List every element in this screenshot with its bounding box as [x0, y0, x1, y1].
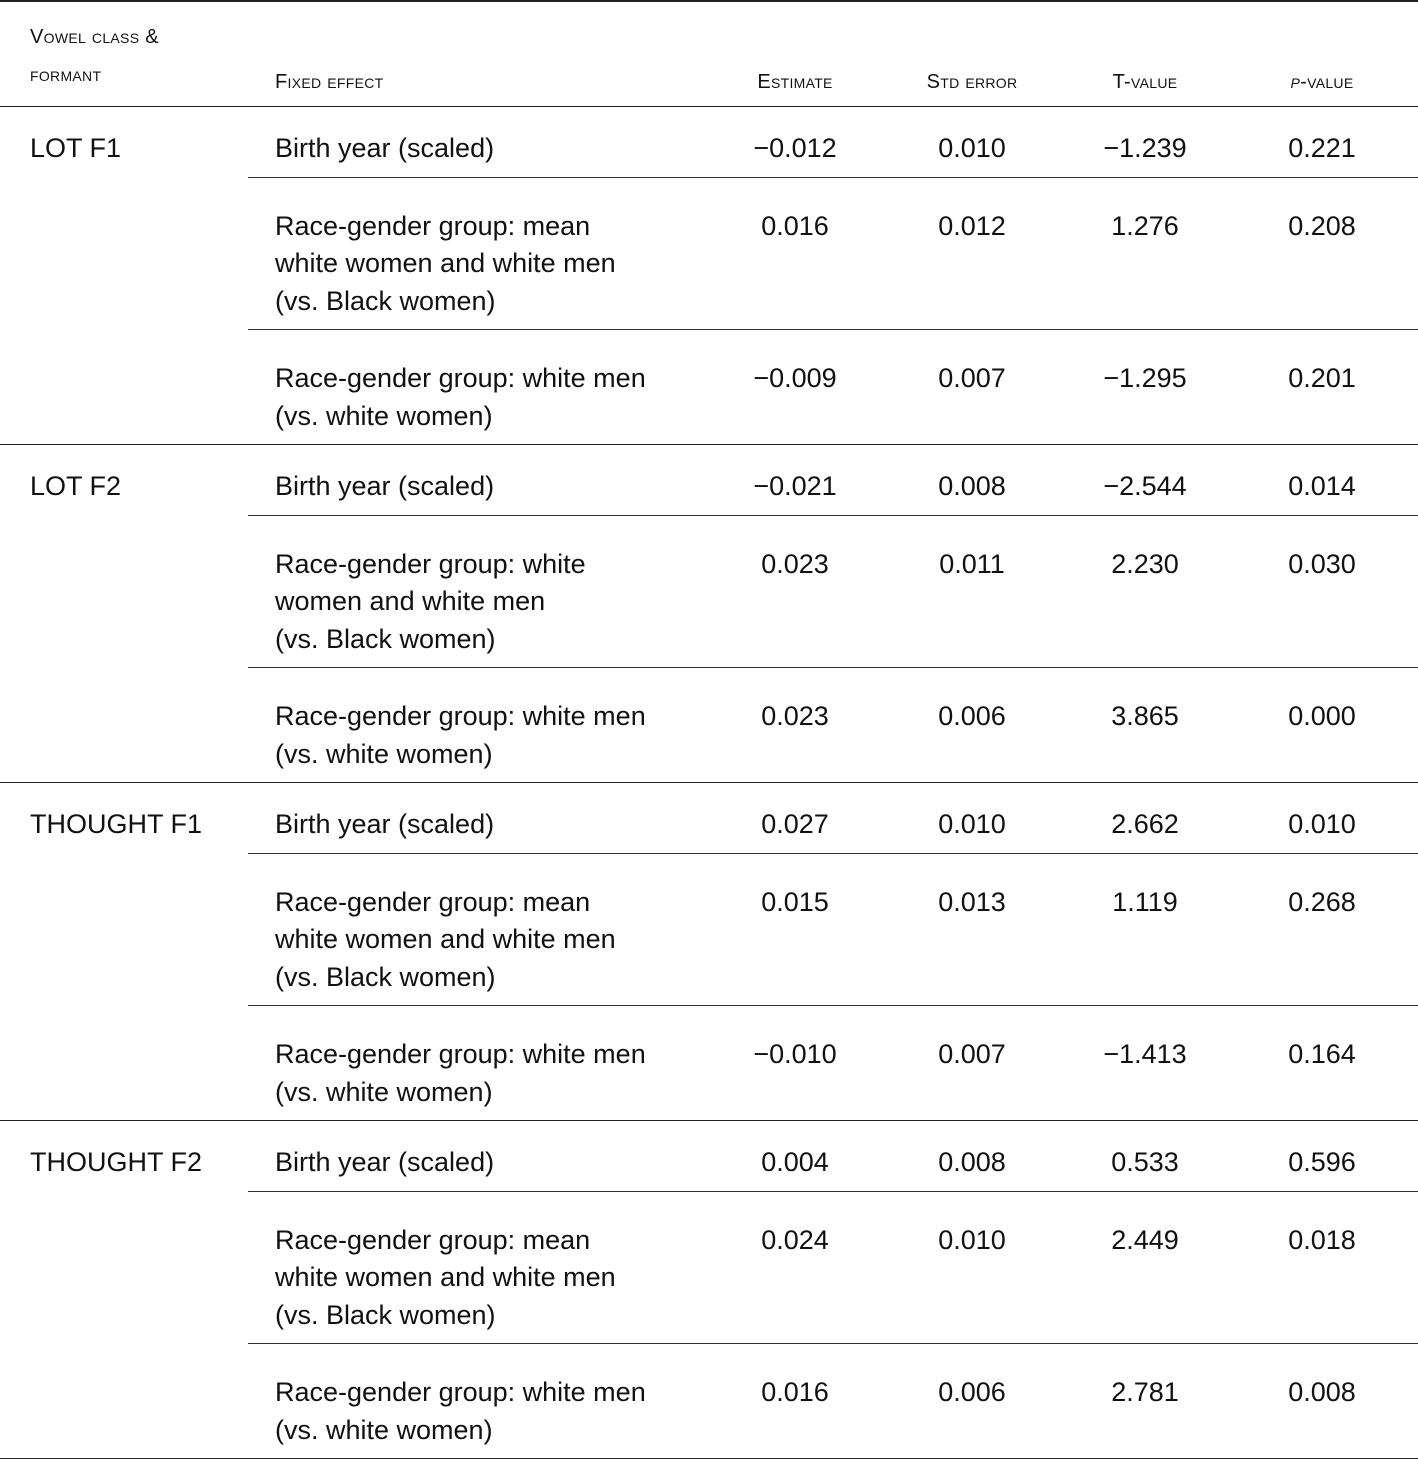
fixed-effect-cell [248, 445, 710, 516]
std-error-cell: 0.011 [880, 515, 1064, 668]
estimate-cell: 0.016 [710, 1344, 880, 1459]
t-value-cell: 0.533 [1064, 1121, 1226, 1192]
fixed-effect-line: white women and white men [275, 924, 616, 954]
fixed-effect-line: Race-gender group: mean [275, 210, 591, 241]
fixed-effect-line: Birth year (scaled) [275, 133, 495, 163]
t-value-cell: −1.413 [1064, 1006, 1226, 1121]
fixed-effect-line: (vs. white women) [275, 1414, 493, 1445]
t-value-cell: −2.544 [1064, 445, 1226, 516]
fixed-effect-line: Race-gender group: mean [275, 1224, 591, 1255]
fixed-effect-line: (vs. white women) [275, 738, 493, 769]
p-value-cell: 0.201 [1226, 330, 1418, 445]
fixed-effect-cell [248, 1344, 710, 1459]
fixed-effect-line: Birth year (scaled) [275, 1147, 495, 1177]
fixed-effect-line: (vs. Black women) [275, 285, 496, 316]
header-row [0, 1, 1418, 107]
fixed-effect-line: white women and white men [275, 248, 616, 278]
fixed-effect-cell [248, 177, 710, 330]
p-value-cell: 0.010 [1226, 783, 1418, 854]
p-value-cell: 0.030 [1226, 515, 1418, 668]
estimate-cell: 0.027 [710, 783, 880, 854]
fixed-effect-cell [248, 330, 710, 445]
t-value-cell: 2.662 [1064, 783, 1226, 854]
vowel-class-formant-cell: LOT F1 [0, 107, 248, 445]
header-p-value-italic: p [1290, 71, 1301, 93]
std-error-cell: 0.010 [880, 783, 1064, 854]
estimate-cell: 0.024 [710, 1191, 880, 1344]
fixed-effect-line: (vs. Black women) [275, 623, 496, 654]
p-value-cell: 0.221 [1226, 107, 1418, 178]
fixed-effect-line: (vs. Black women) [275, 1299, 496, 1330]
std-error-cell: 0.006 [880, 1344, 1064, 1459]
fixed-effect-line: Birth year (scaled) [275, 809, 495, 839]
fixed-effect-cell [248, 668, 710, 783]
estimate-cell: 0.015 [710, 853, 880, 1006]
fixed-effect-line: (vs. Black women) [275, 961, 496, 992]
t-value-cell: −1.239 [1064, 107, 1226, 178]
t-value-cell: 1.276 [1064, 177, 1226, 330]
estimate-cell: 0.004 [710, 1121, 880, 1192]
p-value-cell: 0.268 [1226, 853, 1418, 1006]
fixed-effect-cell [248, 1191, 710, 1344]
table-body [0, 107, 1418, 1459]
table-row [0, 783, 1418, 854]
table-header [0, 1, 1418, 107]
header-vowel-class-formant [0, 1, 248, 107]
header-fixed-effect: Fixed effect [275, 71, 384, 93]
t-value-cell: −1.295 [1064, 330, 1226, 445]
std-error-cell: 0.012 [880, 177, 1064, 330]
table-row [0, 445, 1418, 516]
estimate-cell: −0.012 [710, 107, 880, 178]
t-value-cell: 3.865 [1064, 668, 1226, 783]
t-value-cell: 2.781 [1064, 1344, 1226, 1459]
header-group-line-1: Vowel class & [30, 26, 159, 48]
header-estimate: Estimate [757, 71, 833, 93]
vowel-class-formant-cell: LOT F2 [0, 445, 248, 783]
fixed-effect-line: women and white men [275, 586, 546, 616]
p-value-cell: 0.208 [1226, 177, 1418, 330]
fixed-effect-line: Race-gender group: mean [275, 886, 591, 917]
fixed-effect-line: Race-gender group: white men [275, 1377, 646, 1407]
header-group-line-2: formant [30, 64, 102, 86]
std-error-cell: 0.013 [880, 853, 1064, 1006]
t-value-cell: 2.230 [1064, 515, 1226, 668]
fixed-effect-line: (vs. white women) [275, 400, 493, 431]
std-error-cell: 0.010 [880, 107, 1064, 178]
estimate-cell: −0.021 [710, 445, 880, 516]
fixed-effect-cell [248, 107, 710, 178]
fixed-effect-cell [248, 1006, 710, 1121]
table-row [0, 107, 1418, 178]
fixed-effect-line: white women and white men [275, 1262, 616, 1292]
header-p-value [1226, 1, 1418, 107]
header-t-value: T-value [1112, 71, 1178, 93]
p-value-cell: 0.014 [1226, 445, 1418, 516]
estimate-cell: −0.010 [710, 1006, 880, 1121]
std-error-cell: 0.008 [880, 445, 1064, 516]
p-value-cell: 0.000 [1226, 668, 1418, 783]
vowel-class-formant-cell: THOUGHT F2 [0, 1121, 248, 1459]
t-value-cell: 2.449 [1064, 1191, 1226, 1344]
p-value-cell: 0.018 [1226, 1191, 1418, 1344]
header-std-error: Std error [926, 71, 1018, 93]
fixed-effect-line: Race-gender group: white men [275, 363, 646, 393]
p-value-cell: 0.596 [1226, 1121, 1418, 1192]
fixed-effect-line: Race-gender group: white [275, 548, 586, 579]
estimate-cell: 0.023 [710, 515, 880, 668]
estimate-cell: −0.009 [710, 330, 880, 445]
std-error-cell: 0.010 [880, 1191, 1064, 1344]
std-error-cell: 0.008 [880, 1121, 1064, 1192]
fixed-effect-line: Birth year (scaled) [275, 471, 495, 501]
fixed-effect-cell [248, 853, 710, 1006]
fixed-effect-cell [248, 1121, 710, 1192]
t-value-cell: 1.119 [1064, 853, 1226, 1006]
fixed-effect-cell [248, 783, 710, 854]
fixed-effect-line: Race-gender group: white men [275, 1039, 646, 1069]
vowel-class-formant-cell: THOUGHT F1 [0, 783, 248, 1121]
fixed-effect-line: Race-gender group: white men [275, 701, 646, 731]
estimate-cell: 0.016 [710, 177, 880, 330]
fixed-effect-cell [248, 515, 710, 668]
estimate-cell: 0.023 [710, 668, 880, 783]
header-p-value-rest: -value [1300, 71, 1354, 93]
p-value-cell: 0.008 [1226, 1344, 1418, 1459]
std-error-cell: 0.006 [880, 668, 1064, 783]
table-row [0, 1121, 1418, 1192]
std-error-cell: 0.007 [880, 330, 1064, 445]
fixed-effect-line: (vs. white women) [275, 1076, 493, 1107]
std-error-cell: 0.007 [880, 1006, 1064, 1121]
p-value-cell: 0.164 [1226, 1006, 1418, 1121]
